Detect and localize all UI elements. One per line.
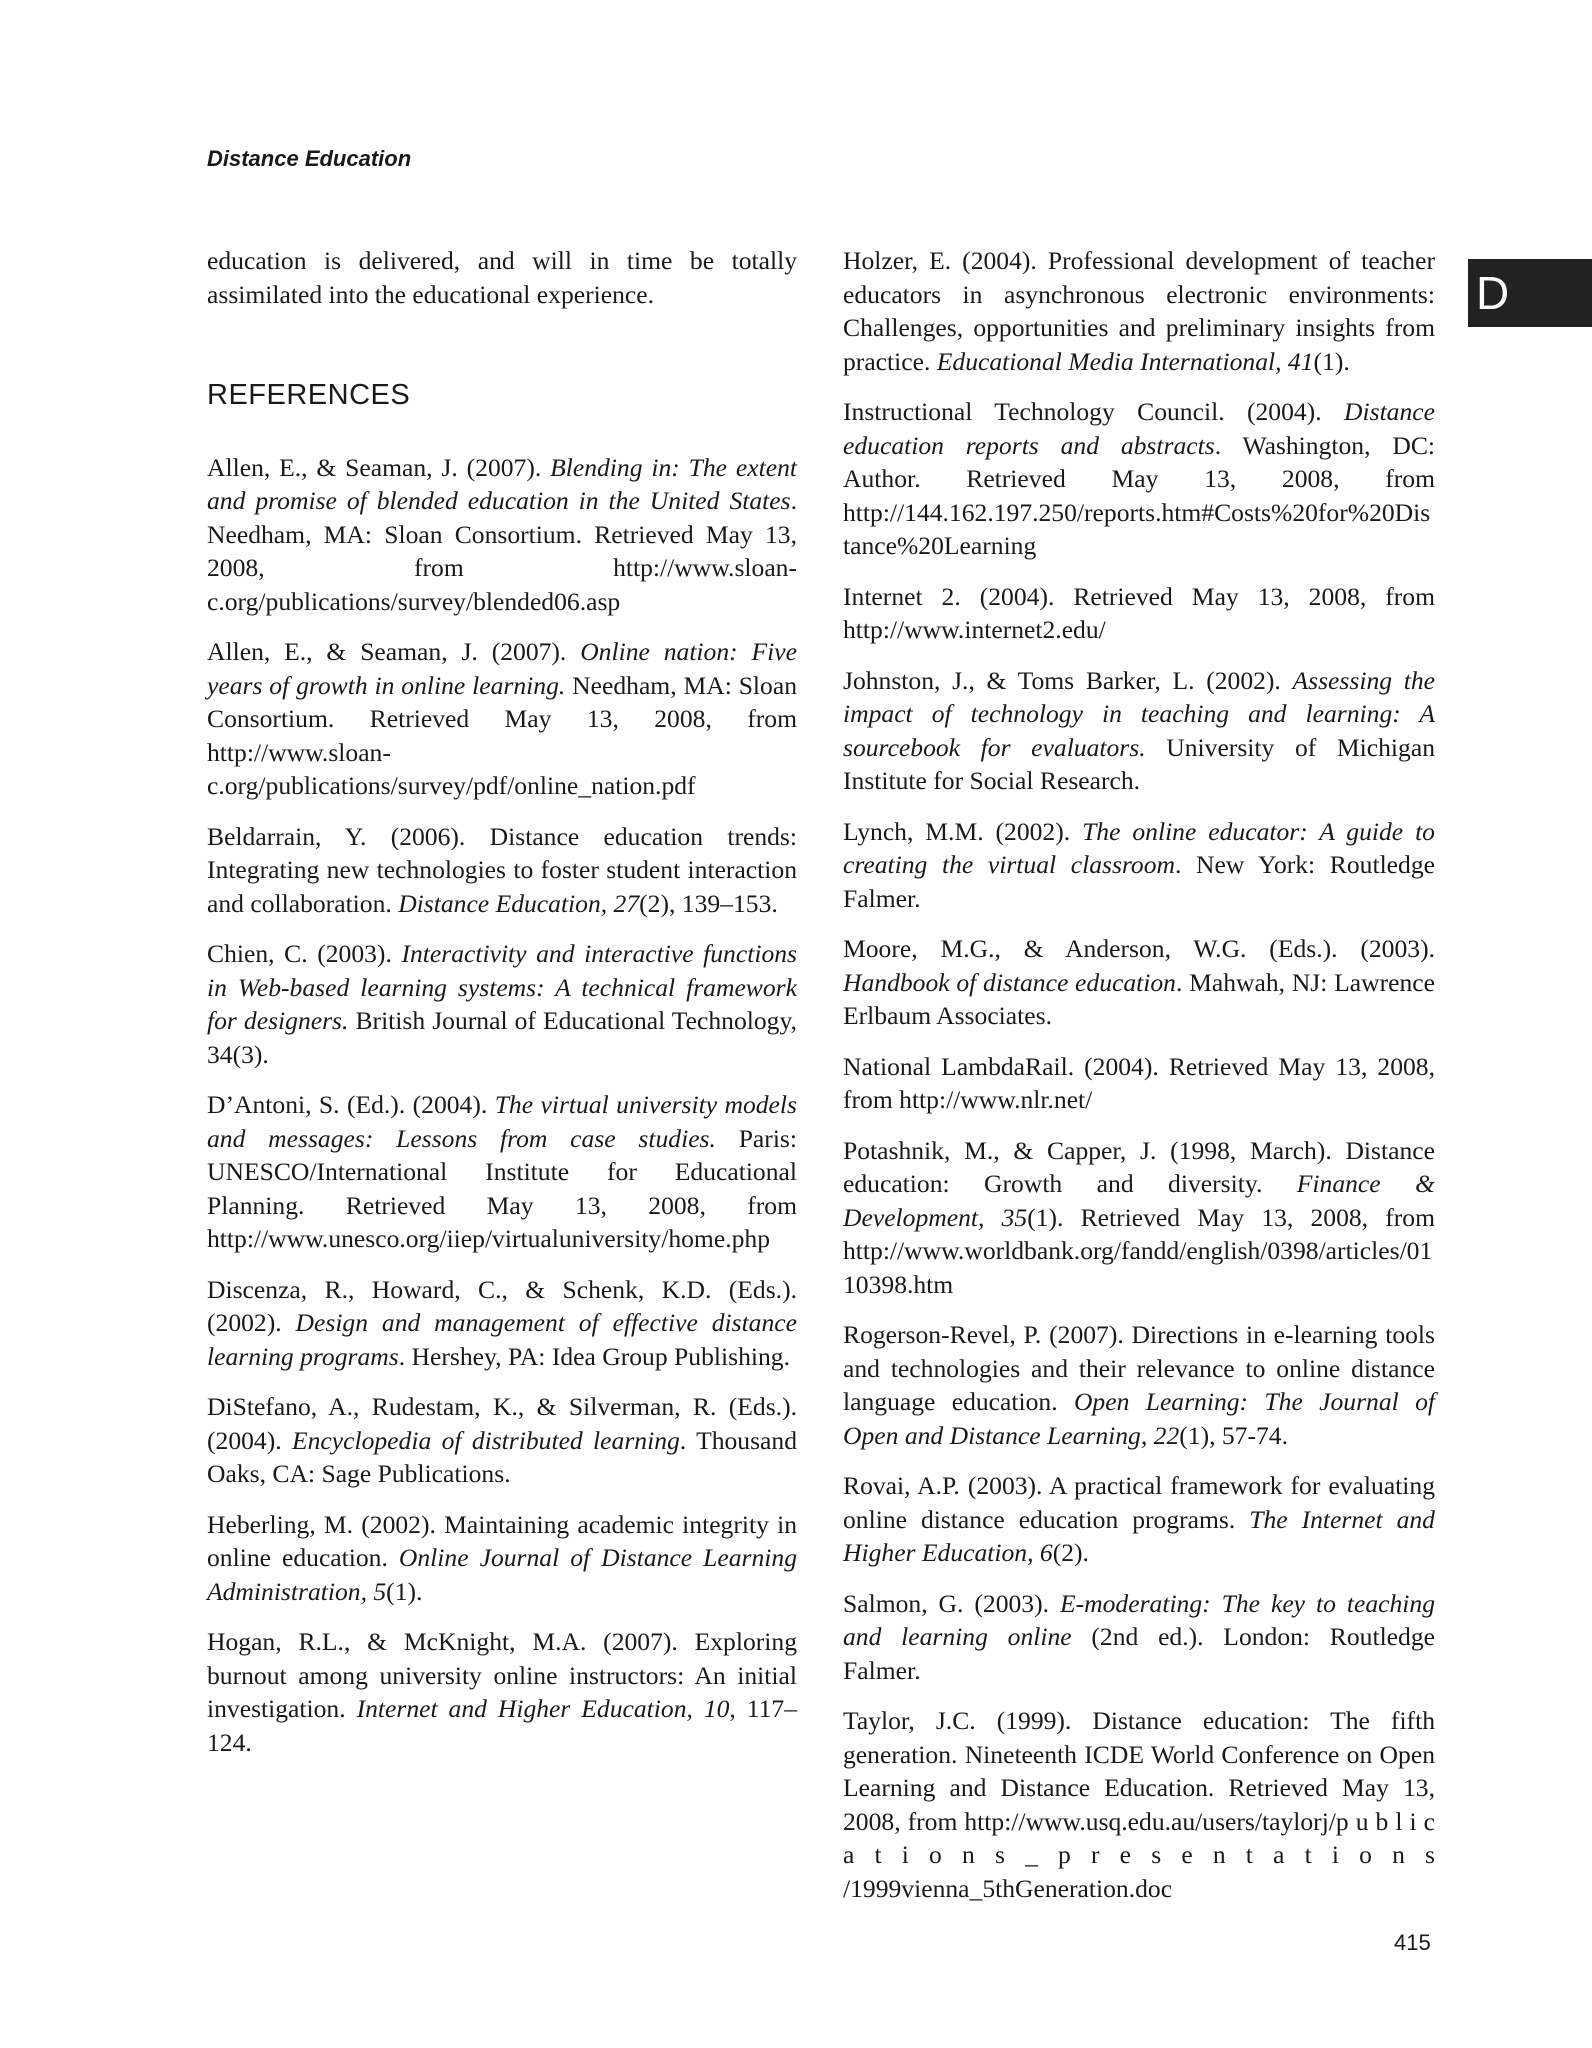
reference-title: The Internet and Higher Education, 6 (843, 1504, 1435, 1567)
reference-entry (843, 244, 1435, 378)
reference-details: (1). (386, 1576, 423, 1606)
reference-title: Internet and Higher Education, 10 (356, 1694, 730, 1723)
reference-entry (207, 635, 797, 803)
reference-text: D’Antoni, S. (Ed.). (2004). (207, 1090, 495, 1119)
reference-entry (207, 1508, 797, 1609)
reference-entry (843, 1704, 1435, 1905)
reference-entry (843, 1050, 1435, 1117)
reference-text: Chien, C. (2003). (207, 939, 402, 968)
reference-text: Discenza, R., Howard, C., & Schenk, K.D. (Eds.). (2002). (207, 1274, 797, 1337)
reference-text: Taylor, J.C. (1999). Distance education: The fifth generation. Nineteenth ICDE World Conference on Open Learning and Distance Education. Retrieved May 13, 2008, from http://www.usq.edu.au/users/taylorj/p u b l i c a t i o n s _ p r e s e n t a t i o n s /1999vienna_5thGeneration.doc (843, 1706, 1435, 1903)
reference-title: Distance education reports and abstracts (843, 397, 1435, 460)
reference-details: . Washington, DC: Author. Retrieved May 13, 2008, from http://144.162.197.250/reports.htm#Costs%20for%20Distance%20Learning (843, 430, 1435, 560)
references-heading: REFERENCES (207, 379, 411, 411)
reference-details: . Hershey, PA: Idea Group Publishing. (398, 1341, 790, 1371)
reference-details: Needham, MA: Sloan Consortium. Retrieved May 13, 2008, from http://www.sloan-c.org/publications/survey/pdf/online_nation.pdf (207, 670, 797, 800)
section-tab: D (1468, 259, 1592, 327)
reference-title: Educational Media International, 41 (936, 346, 1314, 376)
reference-entry (843, 1469, 1435, 1570)
reference-details: , 117–124. (207, 1694, 797, 1757)
reference-text: Beldarrain, Y. (2006). Distance education trends: Integrating new technologies to foster student interaction and collaboration. (207, 821, 797, 918)
reference-entry (843, 1134, 1435, 1302)
reference-entry (843, 932, 1435, 1033)
reference-title: Online Journal of Distance Learning Administration, 5 (207, 1543, 798, 1606)
right-reference-list (843, 244, 1435, 1905)
reference-text: Holzer, E. (2004). Professional development of teacher educators in asynchronous electronic environments: Challenges, opportunities and preliminary insights from practice. (843, 246, 1435, 376)
reference-details: University of Michigan Institute for Social Research. (843, 732, 1435, 795)
reference-details: . Needham, MA: Sloan Consortium. Retrieved May 13, 2008, from http://www.sloan-c.org/publications/survey/blended06.asp (207, 486, 797, 616)
reference-text: Allen, E., & Seaman, J. (2007). (207, 637, 581, 666)
reference-details: (1), 57-74. (1179, 1420, 1288, 1450)
reference-entry (843, 1587, 1435, 1688)
reference-entry (207, 1273, 797, 1374)
reference-title: Design and management of effective distance learning programs (207, 1308, 797, 1371)
reference-text: Lynch, M.M. (2002). (843, 816, 1083, 846)
reference-title: Open Learning: The Journal of Open and Distance Learning, 22 (843, 1387, 1435, 1450)
reference-title: Distance Education, 27 (398, 888, 640, 918)
reference-text: Moore, M.G., & Anderson, W.G. (Eds.). (2003). (843, 934, 1435, 963)
reference-details: . Thousand Oaks, CA: Sage Publications. (207, 1425, 798, 1488)
reference-details: . New York: Routledge Falmer. (843, 850, 1435, 913)
reference-details: Paris: UNESCO/International Institute for Educational Planning. Retrieved May 13, 2008, from http://www.unesco.org/iiep/virtualuniversity/home.php (207, 1123, 797, 1253)
reference-entry (207, 451, 797, 619)
reference-title: Encyclopedia of distributed learning (291, 1425, 680, 1455)
reference-entry (207, 1390, 797, 1491)
reference-text: Allen, E., & Seaman, J. (2007). (207, 452, 551, 482)
reference-text: DiStefano, A., Rudestam, K., & Silverman, R. (Eds.). (2004). (207, 1392, 797, 1455)
reference-entry (207, 1088, 797, 1256)
reference-text: Potashnik, M., & Capper, J. (1998, March). Distance education: Growth and diversity. (843, 1135, 1435, 1198)
reference-entry (207, 1625, 797, 1759)
reference-details: (2), 139–153. (639, 888, 778, 918)
left-reference-list (207, 451, 797, 1760)
page-number: 415 (1394, 1930, 1431, 1955)
reference-title: The virtual university models and messages: Lessons from case studies. (207, 1090, 797, 1153)
reference-entry (843, 815, 1435, 916)
reference-details: . Mahwah, NJ: Lawrence Erlbaum Associates. (843, 967, 1435, 1030)
reference-entry (843, 664, 1435, 798)
reference-title: Interactivity and interactive functions in Web-based learning systems: A technical framework for designers. (207, 939, 797, 1035)
intro-paragraph: education is delivered, and will in time be totally assimilated into the educational experience. (207, 246, 797, 309)
reference-details: (1). Retrieved May 13, 2008, from http://www.worldbank.org/fandd/english/0398/articles/0110398.htm (843, 1202, 1435, 1299)
reference-text: Hogan, R.L., & McKnight, M.A. (2007). Exploring burnout among university online instructors: An initial investigation. (207, 1627, 797, 1723)
reference-text: Salmon, G. (2003). (843, 1588, 1060, 1618)
running-head: Distance Education (207, 146, 412, 171)
reference-details: (2). (1052, 1538, 1089, 1567)
reference-text: Rovai, A.P. (2003). A practical framework for evaluating online distance education programs. (843, 1471, 1435, 1534)
left-column (207, 244, 797, 1776)
reference-title: Finance & Development, 35 (843, 1169, 1435, 1232)
reference-title: Handbook of distance education (843, 967, 1176, 997)
right-column (843, 244, 1435, 1922)
reference-entry (843, 1318, 1435, 1452)
reference-title: The online educator: A guide to creating the virtual classroom (843, 816, 1435, 879)
reference-entry (843, 580, 1435, 647)
reference-title: Online nation: Five years of growth in online learning. (207, 637, 797, 700)
reference-text: Johnston, J., & Toms Barker, L. (2002). (843, 665, 1293, 695)
reference-text: Internet 2. (2004). Retrieved May 13, 2008, from http://www.internet2.edu/ (843, 581, 1435, 644)
reference-title: Assessing the impact of technology in teaching and learning: A sourcebook for evaluators. (843, 665, 1435, 762)
reference-entry (207, 937, 797, 1071)
reference-text: Rogerson-Revel, P. (2007). Directions in e-learning tools and technologies and their relevance to online distance language education. (843, 1320, 1435, 1416)
reference-text: National LambdaRail. (2004). Retrieved May 13, 2008, from http://www.nlr.net/ (843, 1051, 1435, 1114)
reference-text: Instructional Technology Council. (2004). (843, 397, 1345, 426)
reference-title: E-moderating: The key to teaching and learning online (843, 1588, 1435, 1651)
reference-entry (207, 820, 797, 921)
reference-details: (1). (1313, 346, 1350, 376)
reference-entry (843, 395, 1435, 563)
reference-details: (2nd ed.). London: Routledge Falmer. (843, 1622, 1435, 1685)
reference-details: British Journal of Educational Technology, 34(3). (207, 1006, 797, 1069)
reference-text: Heberling, M. (2002). Maintaining academic integrity in online education. (207, 1509, 797, 1572)
reference-title: Blending in: The extent and promise of blended education in the United States (207, 452, 797, 515)
